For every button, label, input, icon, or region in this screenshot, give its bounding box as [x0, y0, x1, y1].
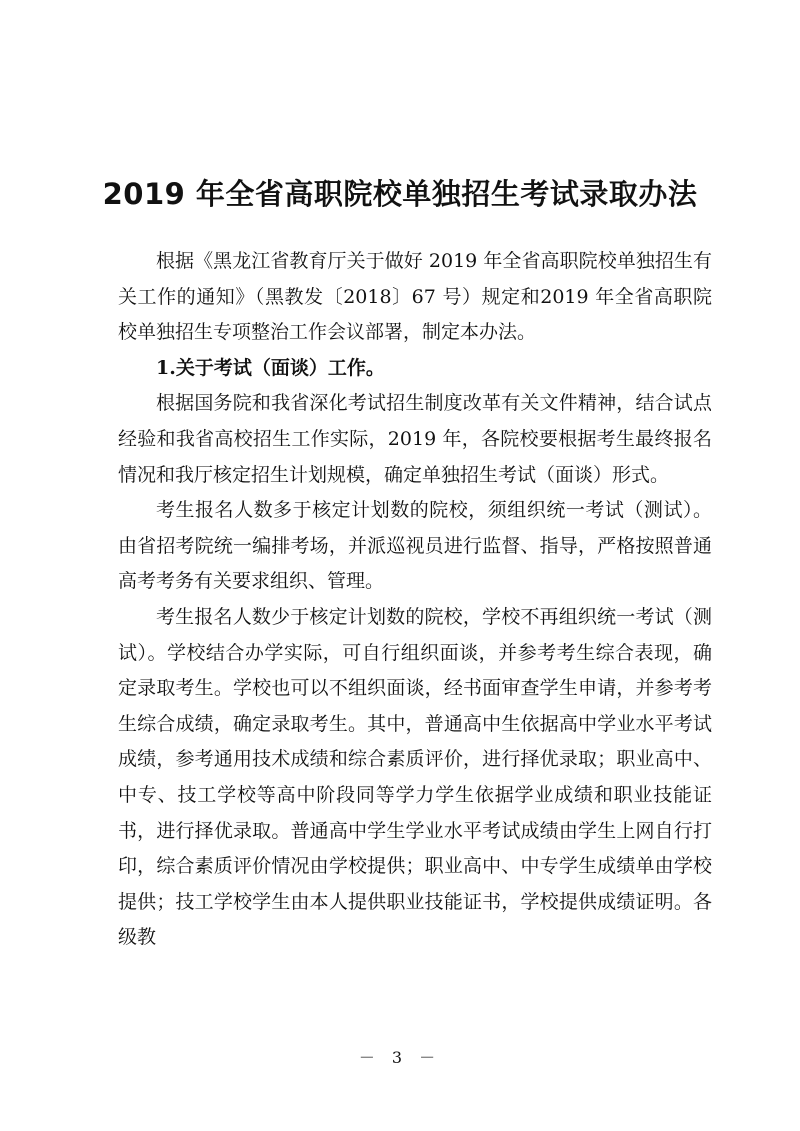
page-number: － 3 －: [358, 1048, 442, 1067]
section-heading-exam: 1.关于考试（面谈）工作。: [156, 356, 385, 379]
document-title: 2019 年全省高职院校单独招生考试录取办法: [102, 177, 698, 211]
paragraph-exam-form: 根据国务院和我省深化考试招生制度改革有关文件精神，结合试点经验和我省高校招生工作实际，2019 年，各院校要根据考生最终报名情况和我厅核定招生计划规模，确定单独招生考试（面谈）形式。: [118, 392, 712, 486]
paragraph-more-applicants: 考生报名人数多于核定计划数的院校，须组织统一考试（测试）。由省招考院统一编排考场，并派巡视员进行监督、指导，严格按照普通高考考务有关要求组织、管理。: [118, 499, 712, 593]
paragraph-intro: 根据《黑龙江省教育厅关于做好 2019 年全省高职院校单独招生有关工作的通知》（黑教发〔2018〕67 号）规定和2019 年全省高职院校单独招生专项整治工作会议部署，制定本办法。: [118, 250, 712, 344]
paragraph-fewer-applicants: 考生报名人数少于核定计划数的院校，学校不再组织统一考试（测试）。学校结合办学实际，可自行组织面谈，并参考考生综合表现，确定录取考生。学校也可以不组织面谈，经书面审查学生申请，并参考考生综合成绩，确定录取考生。其中，普通高中生依据高中学业水平考试成绩，参考通用技术成绩和综合素质评价，进行择优录取；职业高中、中专、技工学校等高中阶段同等学力学生依据学业成绩和职业技能证书，进行择优录取。普通高中学生学业水平考试成绩由学生上网自行打印，综合素质评价情况由学校提供；职业高中、中专学生成绩单由学校提供；技工学校学生由本人提供职业技能证书，学校提供成绩证明。各级教: [118, 605, 712, 949]
document-body: [118, 244, 712, 956]
